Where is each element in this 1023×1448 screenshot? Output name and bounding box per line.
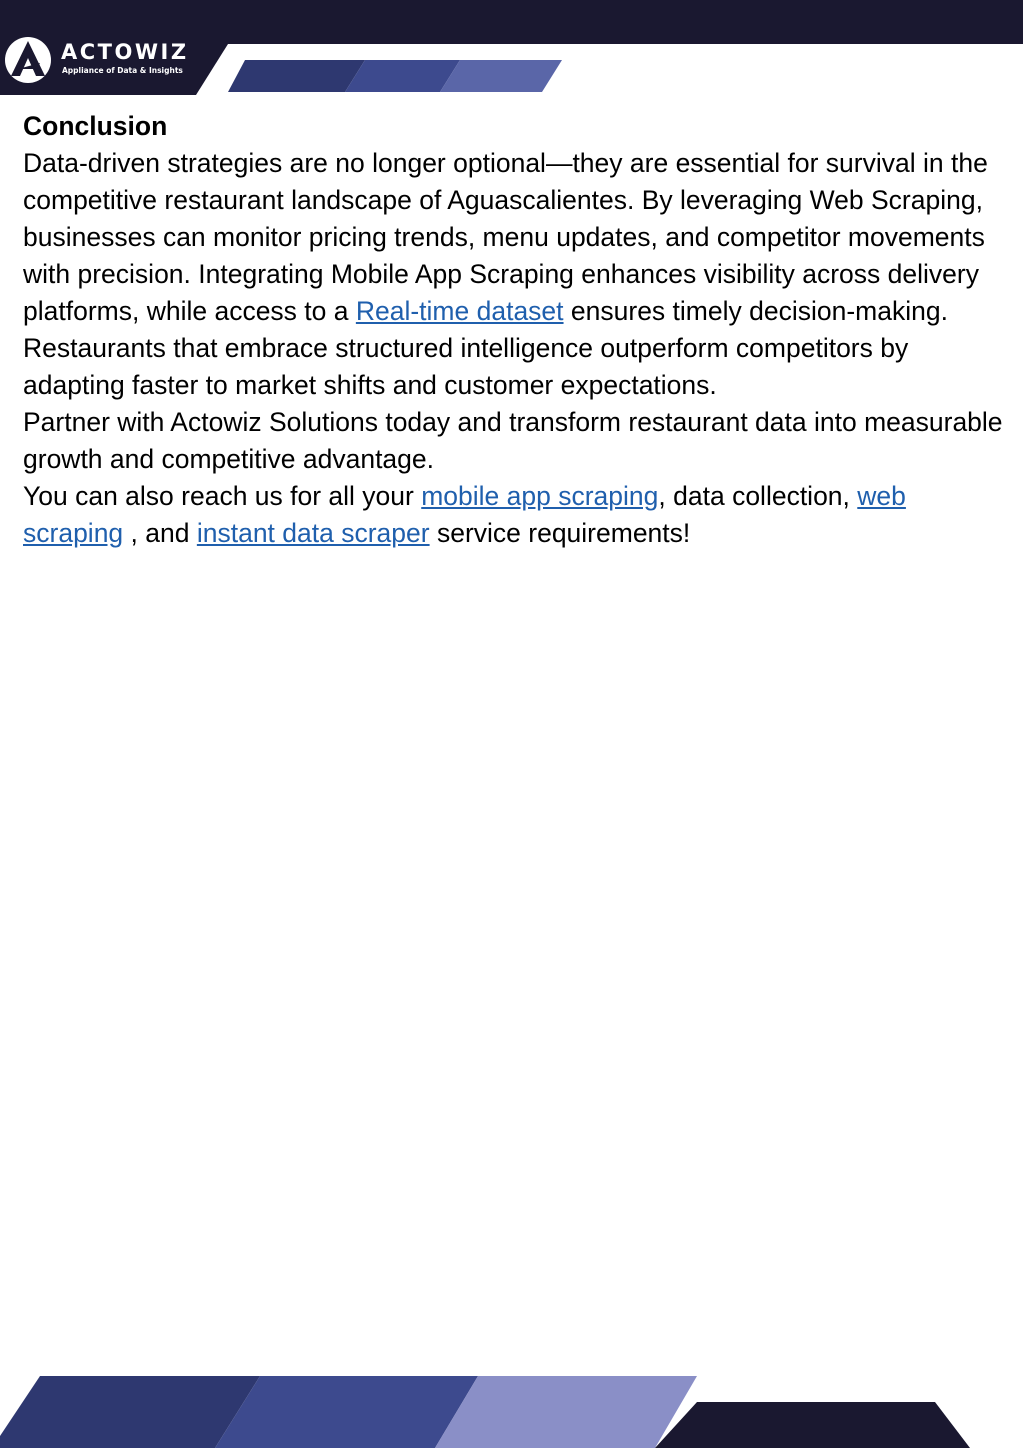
page-header: [0, 0, 1023, 100]
header-stripe-3: [440, 60, 562, 92]
brand-tagline: Appliance of Data & Insights: [62, 66, 183, 75]
web-scraping-link[interactable]: web scraping: [23, 481, 906, 548]
partner-paragraph: Partner with Actowiz Solutions today and transform restaurant data into measurable growth and competitive advantage.: [23, 407, 1003, 474]
paragraph-text: service requirements!: [429, 518, 691, 548]
paragraph-text: Data-driven strategies are no longer optional—they are essential for survival in the competitive restaurant landscape of Aguascalientes. By leveraging Web Scraping, businesses can monitor pricing trends, menu updates, and competitor movements with precision. Integrating Mobile App Scraping enhances visibility across delivery platforms, while access to a: [23, 148, 988, 326]
footer-stripe-2: [215, 1376, 478, 1448]
contact-paragraph: [23, 478, 1008, 552]
paragraph-text: ensures timely decision-making. Restaurants that embrace structured intelligence outperform competitors by adapting faster to market shifts and customer expectations.: [23, 296, 948, 400]
conclusion-paragraph: [23, 145, 1008, 404]
paragraph-text: , data collection,: [658, 481, 858, 511]
real-time-dataset-link[interactable]: Real-time dataset: [355, 296, 564, 326]
footer-stripe-3: [435, 1376, 697, 1448]
section-heading: Conclusion: [23, 111, 168, 141]
paragraph-text: You can also reach us for all your: [23, 481, 422, 511]
brand-name: ACTOWIZ: [61, 40, 189, 64]
footer-dark-band: [655, 1402, 970, 1448]
footer-banner-graphic: [0, 1376, 1023, 1448]
header-stripe-2: [345, 60, 460, 92]
brand-logo[interactable]: [4, 36, 204, 84]
footer-stripe-1: [0, 1376, 260, 1448]
header-stripe-1: [228, 60, 365, 92]
mobile-app-scraping-link[interactable]: mobile app scraping: [421, 481, 659, 511]
article-body: [23, 108, 1008, 552]
actowiz-logo-icon: [4, 36, 54, 84]
paragraph-text: , and: [123, 518, 197, 548]
page-footer: [0, 1376, 1023, 1448]
instant-data-scraper-link[interactable]: instant data scraper: [196, 518, 430, 548]
